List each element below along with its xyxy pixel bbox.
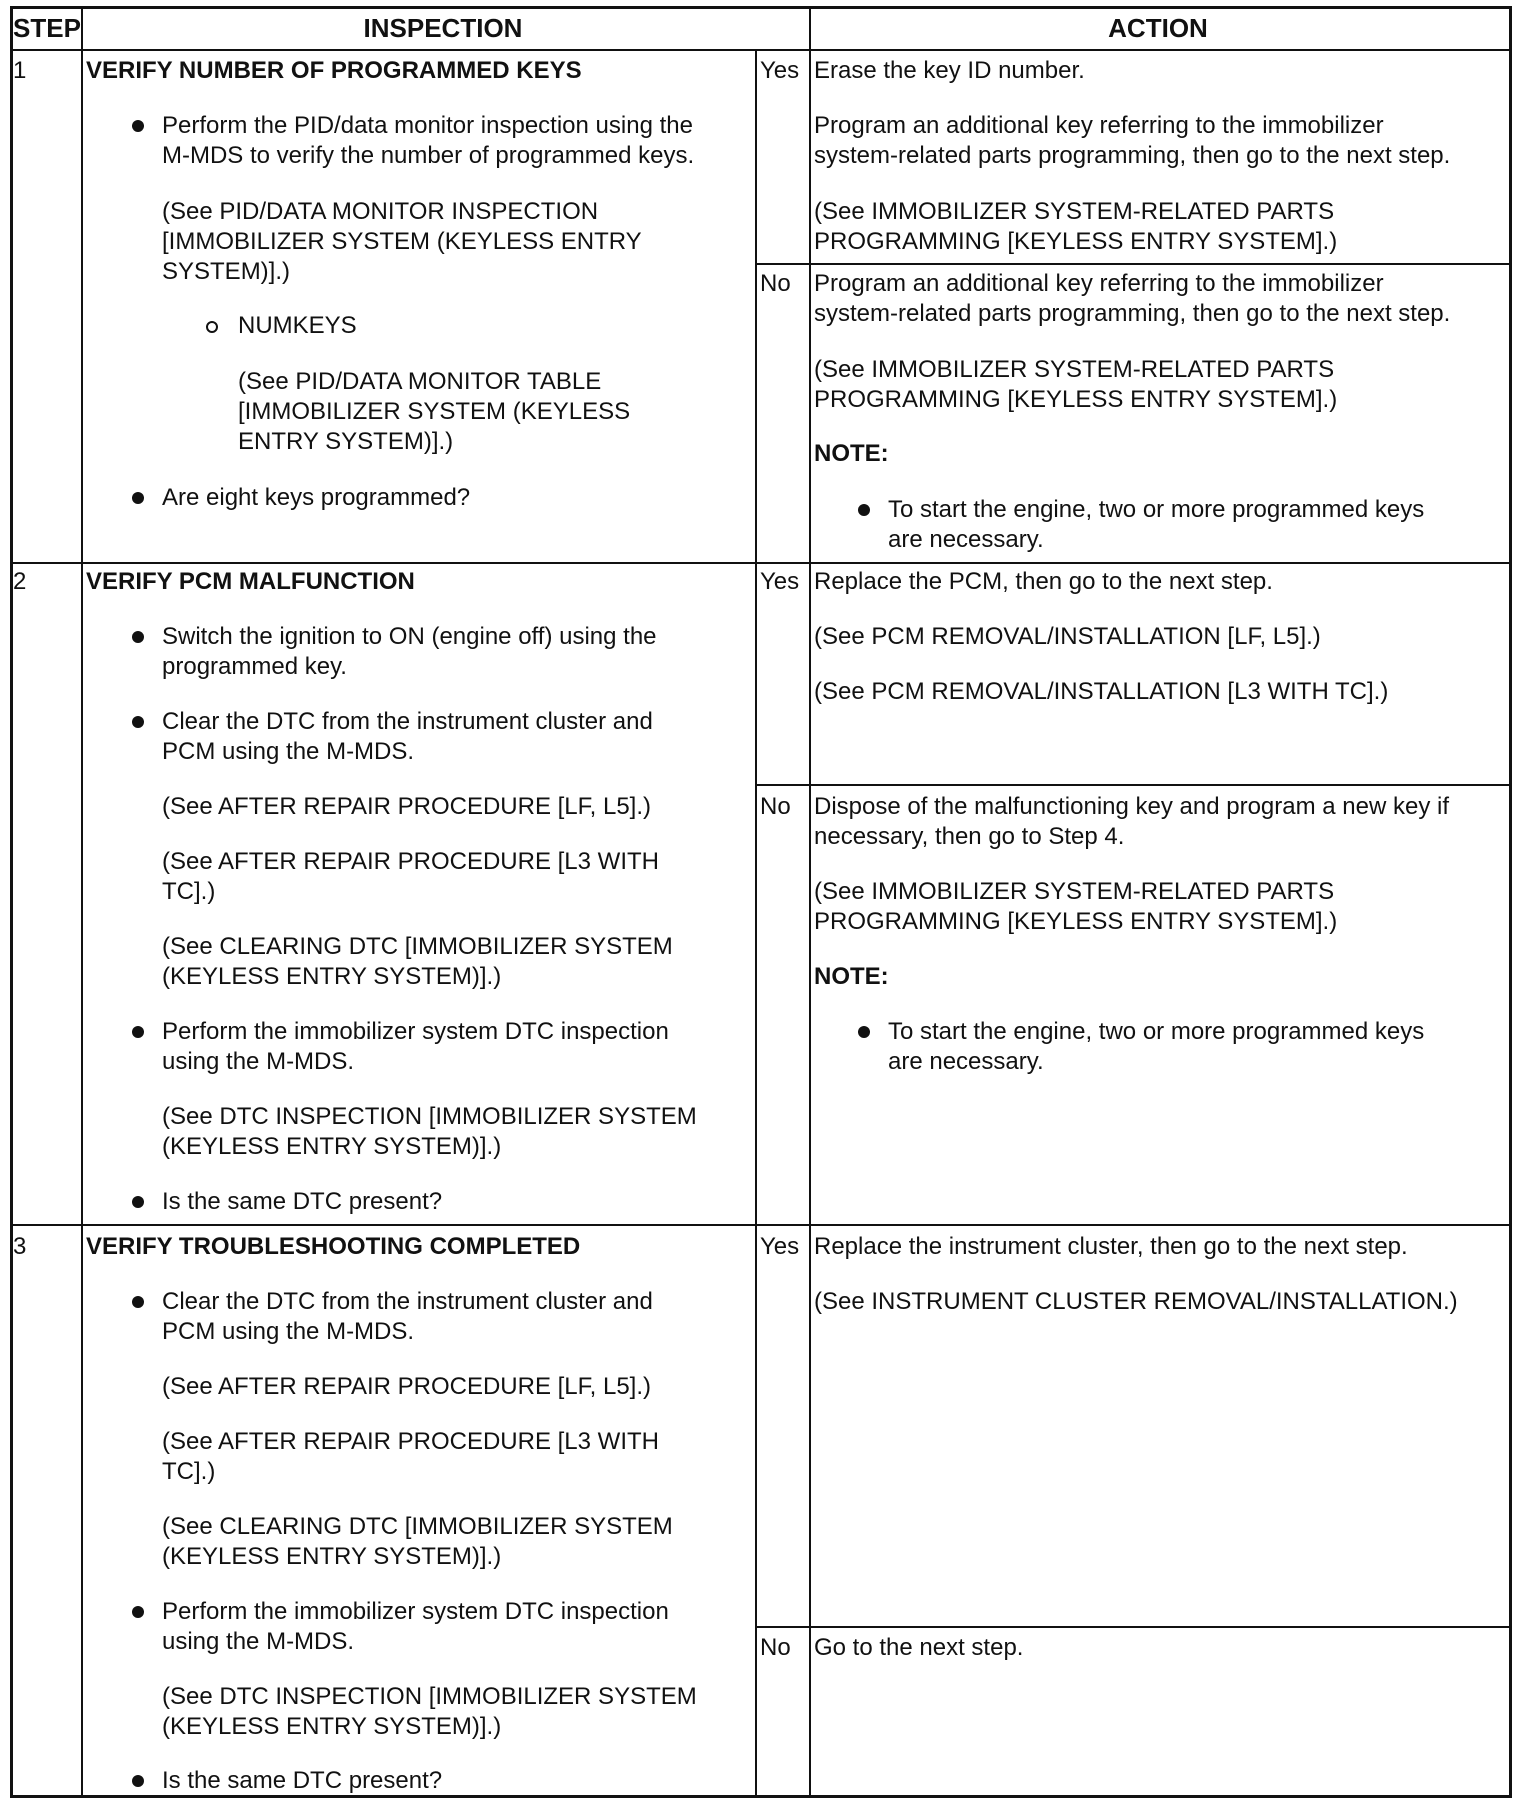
inspection-line: (See DTC INSPECTION [IMMOBILIZER SYSTEM [162,1103,697,1130]
bullet-icon [132,716,144,728]
inspection-line: Are eight keys programmed? [162,484,471,511]
inspection-line: (See AFTER REPAIR PROCEDURE [L3 WITH [162,1428,659,1455]
bullet-icon [132,1606,144,1618]
inspection-line: (See DTC INSPECTION [IMMOBILIZER SYSTEM [162,1683,697,1710]
row2-divider [13,1224,1509,1226]
action-line: (See INSTRUMENT CLUSTER REMOVAL/INSTALLATION.) [814,1288,1458,1315]
bullet-icon [132,1196,144,1208]
action-line: PROGRAMMING [KEYLESS ENTRY SYSTEM].) [814,908,1338,935]
sub-bullet-icon [206,321,218,333]
action-line: PROGRAMMING [KEYLESS ENTRY SYSTEM].) [814,228,1338,255]
action-line: (See IMMOBILIZER SYSTEM-RELATED PARTS [814,198,1335,225]
inspection-line: NUMKEYS [238,312,357,339]
inspection-line: ENTRY SYSTEM)].) [238,428,454,455]
row1-yes-no-divider [755,263,1509,265]
no-label: No [760,1634,791,1661]
action-line: system-related parts programming, then go to the next step. [814,142,1451,169]
inspection-line: (See PID/DATA MONITOR TABLE [238,368,602,395]
yes-label: Yes [760,568,800,595]
inspection-line: PCM using the M-MDS. [162,738,415,765]
inspection-line: programmed key. [162,653,347,680]
action-line: are necessary. [888,526,1044,553]
action-line: Erase the key ID number. [814,57,1085,84]
note-heading: NOTE: [814,440,889,467]
inspection-line: [IMMOBILIZER SYSTEM (KEYLESS ENTRY [162,228,642,255]
bullet-icon [132,1026,144,1038]
action-line: (See PCM REMOVAL/INSTALLATION [LF, L5].) [814,623,1321,650]
action-line: are necessary. [888,1048,1044,1075]
inspection-column-divider [755,49,757,1795]
inspection-line: (KEYLESS ENTRY SYSTEM)].) [162,1713,502,1740]
step-title: VERIFY TROUBLESHOOTING COMPLETED [86,1233,581,1260]
inspection-line: using the M-MDS. [162,1048,355,1075]
action-line: Dispose of the malfunctioning key and program a new key if [814,793,1450,820]
action-line: Replace the PCM, then go to the next step. [814,568,1273,595]
note-heading: NOTE: [814,963,889,990]
inspection-line: TC].) [162,878,216,905]
step-number: 3 [13,1233,27,1260]
inspection-line: (See CLEARING DTC [IMMOBILIZER SYSTEM [162,933,673,960]
bullet-icon [132,492,144,504]
action-line: system-related parts programming, then go to the next step. [814,300,1451,327]
bullet-icon [132,120,144,132]
inspection-line: Clear the DTC from the instrument cluster and [162,708,653,735]
inspection-line: Is the same DTC present? [162,1188,443,1215]
bullet-icon [858,1026,870,1038]
inspection-line: (KEYLESS ENTRY SYSTEM)].) [162,1133,502,1160]
inspection-line: SYSTEM)].) [162,258,291,285]
action-line: (See IMMOBILIZER SYSTEM-RELATED PARTS [814,878,1335,905]
inspection-line: Switch the ignition to ON (engine off) using the [162,623,657,650]
inspection-line: (KEYLESS ENTRY SYSTEM)].) [162,963,502,990]
step-number: 2 [13,568,27,595]
step-title: VERIFY PCM MALFUNCTION [86,568,415,595]
action-line: Go to the next step. [814,1634,1024,1661]
bullet-icon [858,504,870,516]
yes-label: Yes [760,1233,800,1260]
row2-yes-no-divider [755,784,1509,786]
step-title: VERIFY NUMBER OF PROGRAMMED KEYS [86,57,582,84]
action-line: Program an additional key referring to the immobilizer [814,270,1384,297]
row3-yes-no-divider [755,1626,1509,1628]
inspection-line: using the M-MDS. [162,1628,355,1655]
header-action: ACTION [1108,13,1208,43]
inspection-line: [IMMOBILIZER SYSTEM (KEYLESS [238,398,631,425]
bullet-icon [132,1775,144,1787]
row1-divider [13,562,1509,564]
action-line: Replace the instrument cluster, then go to the next step. [814,1233,1408,1260]
inspection-line: Perform the immobilizer system DTC inspection [162,1598,669,1625]
inspection-line: (KEYLESS ENTRY SYSTEM)].) [162,1543,502,1570]
inspection-line: M-MDS to verify the number of programmed keys. [162,142,695,169]
inspection-line: (See AFTER REPAIR PROCEDURE [L3 WITH [162,848,659,875]
inspection-line: Clear the DTC from the instrument cluster and [162,1288,653,1315]
header-divider [13,49,1509,51]
action-line: PROGRAMMING [KEYLESS ENTRY SYSTEM].) [814,386,1338,413]
step-number: 1 [13,57,27,84]
inspection-line: PCM using the M-MDS. [162,1318,415,1345]
bullet-icon [132,1296,144,1308]
action-line: To start the engine, two or more programmed keys [888,1018,1425,1045]
action-line: Program an additional key referring to the immobilizer [814,112,1384,139]
no-label: No [760,793,791,820]
no-label: No [760,270,791,297]
inspection-line: (See CLEARING DTC [IMMOBILIZER SYSTEM [162,1513,673,1540]
action-line: (See IMMOBILIZER SYSTEM-RELATED PARTS [814,356,1335,383]
yes-label: Yes [760,57,800,84]
step-column-divider [81,9,83,1795]
bullet-icon [132,631,144,643]
inspection-line: (See AFTER REPAIR PROCEDURE [LF, L5].) [162,793,652,820]
action-column-divider [809,9,811,1795]
action-line: (See PCM REMOVAL/INSTALLATION [L3 WITH TC].) [814,678,1389,705]
inspection-line: (See PID/DATA MONITOR INSPECTION [162,198,599,225]
inspection-line: Is the same DTC present? [162,1767,443,1794]
inspection-line: TC].) [162,1458,216,1485]
action-line: To start the engine, two or more programmed keys [888,496,1425,523]
action-line: necessary, then go to Step 4. [814,823,1125,850]
header-step: STEP [13,13,81,43]
inspection-line: (See AFTER REPAIR PROCEDURE [LF, L5].) [162,1373,652,1400]
inspection-line: Perform the PID/data monitor inspection using the [162,112,693,139]
inspection-line: Perform the immobilizer system DTC inspection [162,1018,669,1045]
header-inspection: INSPECTION [363,13,523,43]
